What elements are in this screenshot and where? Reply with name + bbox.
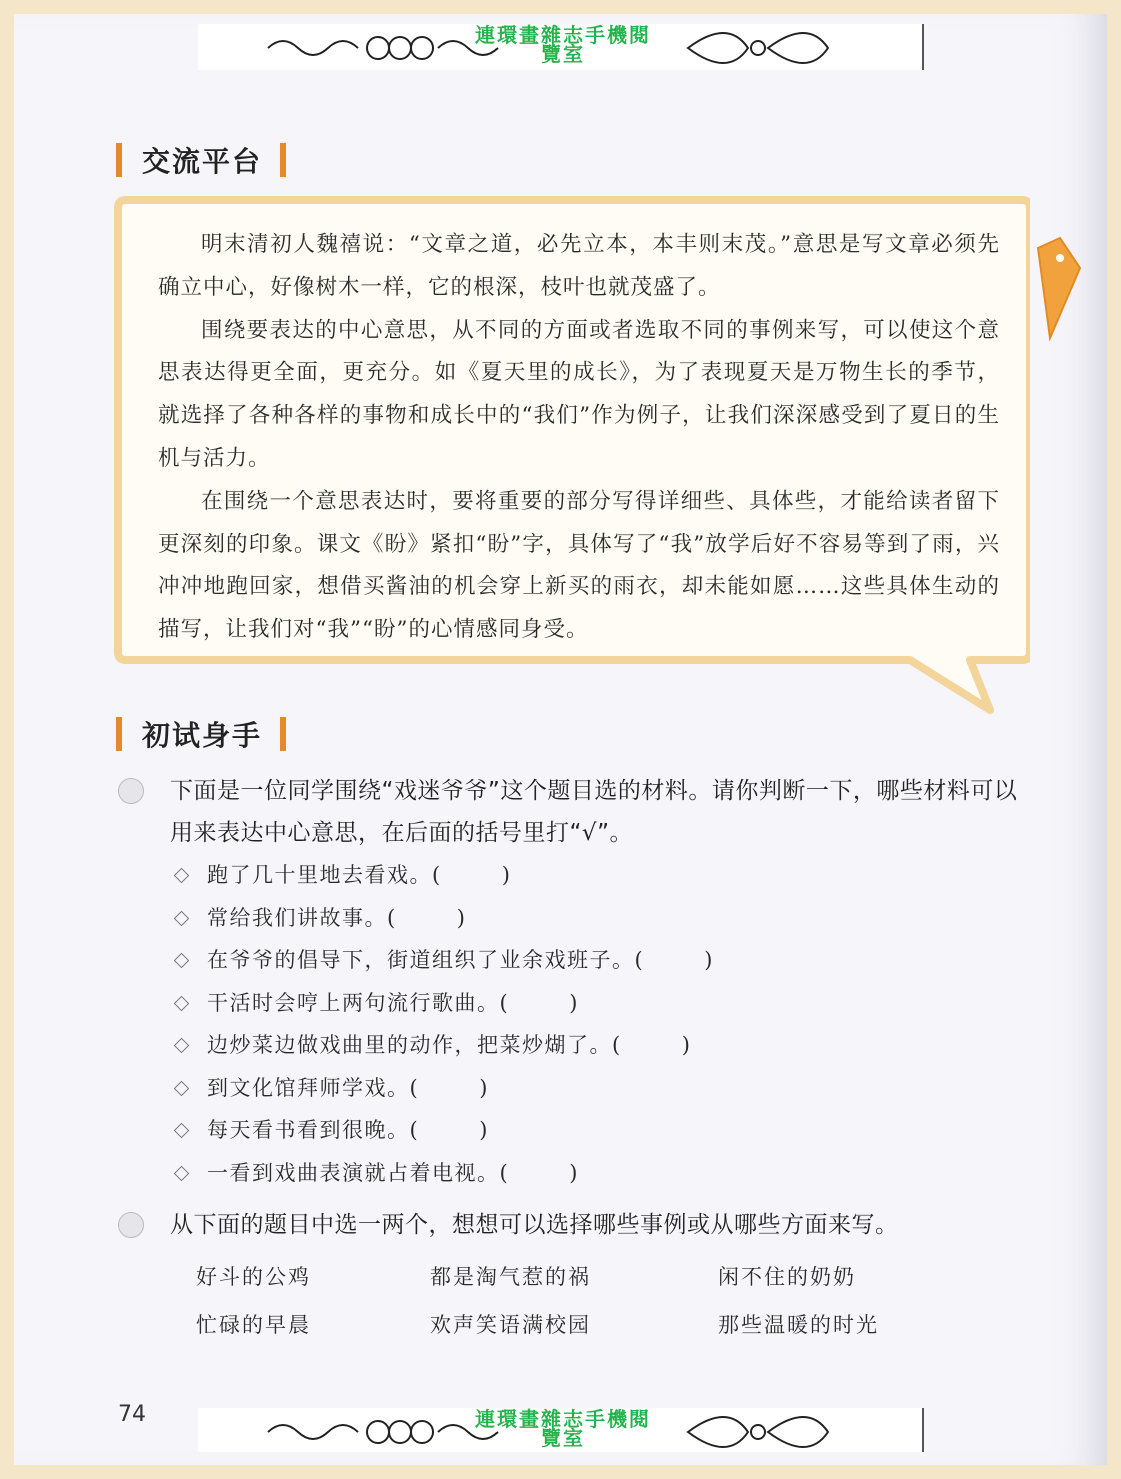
question-1: 下面是一位同学围绕“戏迷爷爷”这个题目选的材料。请你判断一下，哪些材料可以用来表达中心意思，在后面的括号里打“√”。 — [118, 770, 1038, 854]
question-number-icon — [118, 1212, 144, 1238]
topic-grid — [196, 1256, 956, 1346]
topic-item: 好斗的公鸡 — [196, 1265, 311, 1289]
tag-icon — [1030, 228, 1090, 348]
topic-item: 忙碌的早晨 — [196, 1313, 311, 1337]
diamond-bullet-icon — [174, 1123, 190, 1139]
list-item: 干活时会哼上两句流行歌曲。( ) — [170, 982, 970, 1025]
diamond-bullet-icon — [174, 910, 190, 926]
diamond-bullet-icon — [174, 1038, 190, 1054]
diamond-bullet-icon — [174, 1165, 190, 1181]
list-item: 跑了几十里地去看戏。( ) — [170, 854, 970, 897]
watermark-banner-top — [198, 24, 924, 70]
diamond-bullet-icon — [174, 1080, 190, 1096]
section-heading-try: 初试身手 — [116, 714, 286, 754]
list-item: 一看到戏曲表演就占着电视。( ) — [170, 1152, 970, 1195]
topic-item: 那些温暖的时光 — [718, 1313, 879, 1337]
exchange-content — [158, 224, 1000, 652]
banner-title: 連環畫雜志手機閱 覽室 — [475, 1407, 651, 1450]
option-list — [170, 854, 970, 1194]
question-2: 从下面的题目中选一两个，想想可以选择哪些事例或从哪些方面来写。 — [118, 1204, 1038, 1246]
topic-item: 闲不住的奶奶 — [718, 1265, 856, 1289]
topic-item: 欢声笑语满校园 — [430, 1313, 591, 1337]
page-number: 74 — [118, 1402, 146, 1427]
diamond-bullet-icon — [174, 953, 190, 969]
list-item: 在爷爷的倡导下，街道组织了业余戏班子。( ) — [170, 939, 970, 982]
topic-item: 都是淘气惹的祸 — [430, 1265, 591, 1289]
paragraph: 在围绕一个意思表达时，要将重要的部分写得详细些、具体些，才能给读者留下更深刻的印象。课文《盼》紧扣“盼”字，具体写了“我”放学后好不容易等到了雨，兴冲冲地跑回家，想借买酱油的机会穿上新买的雨衣，却未能如愿……这些具体生动的描写，让我们对“我”“盼”的心情感同身受。 — [158, 488, 1000, 643]
diamond-bullet-icon — [174, 868, 190, 884]
list-item: 边炒菜边做戏曲里的动作，把菜炒煳了。( ) — [170, 1024, 970, 1067]
list-item: 常给我们讲故事。( ) — [170, 897, 970, 940]
banner-title: 連環畫雜志手機閱 覽室 — [475, 23, 651, 66]
paragraph: 围绕要表达的中心意思，从不同的方面或者选取不同的事例来写，可以使这个意思表达得更全面，更充分。如《夏天里的成长》，为了表现夏天是万物生长的季节，就选择了各种各样的事物和成长中的“我们”作为例子，让我们深深感受到了夏日的生机与活力。 — [158, 317, 1000, 471]
list-item: 到文化馆拜师学戏。( ) — [170, 1067, 970, 1110]
paragraph: 明末清初人魏禧说：“文章之道，必先立本，本丰则末茂。”意思是写文章必须先确立中心，好像树木一样，它的根深，枝叶也就茂盛了。 — [158, 232, 1000, 300]
question-number-icon — [118, 778, 144, 804]
list-item: 每天看书看到很晚。( ) — [170, 1109, 970, 1152]
section-heading-exchange: 交流平台 — [116, 140, 286, 180]
watermark-banner-bottom — [198, 1408, 924, 1452]
diamond-bullet-icon — [174, 995, 190, 1011]
